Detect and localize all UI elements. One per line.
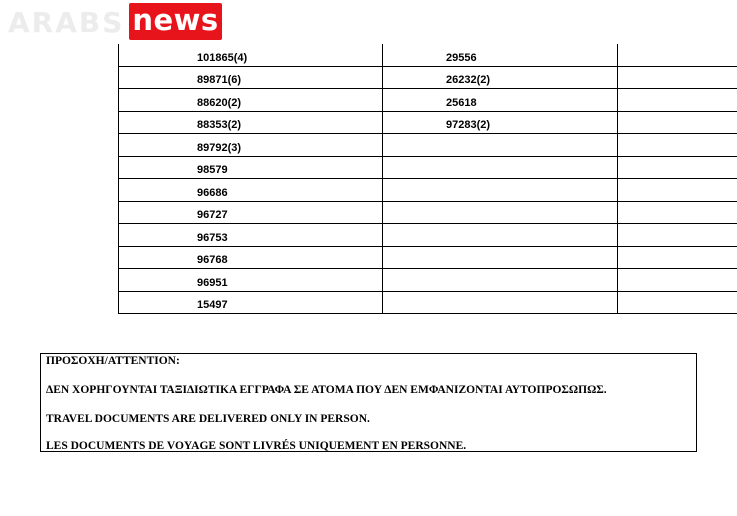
- table-body: [119, 44, 737, 314]
- table-cell-col1: [119, 246, 383, 269]
- ticket-number: 96951: [197, 276, 228, 289]
- notice-heading: ΠΡΟΣΟΧΗ/ATTENTION:: [46, 355, 180, 367]
- table-cell-col3: [618, 89, 737, 112]
- notice-english-text: TRAVEL DOCUMENTS ARE DELIVERED ONLY IN PERSON.: [46, 413, 370, 425]
- table-cell-col1: [119, 291, 383, 314]
- ticket-number: [618, 311, 737, 313]
- table-row: [119, 134, 737, 157]
- attention-notice-box: [40, 353, 697, 452]
- table-cell-col1: [119, 44, 383, 66]
- table-cell-col1: [119, 66, 383, 89]
- table-cell-col3: [618, 269, 737, 292]
- table-cell-col3: [618, 179, 737, 202]
- table-row: [119, 179, 737, 202]
- table-row: [119, 269, 737, 292]
- ticket-number: [446, 311, 617, 313]
- table-cell-col3: [618, 134, 737, 157]
- ticket-number: 98579: [197, 164, 228, 176]
- table-row: [119, 201, 737, 224]
- ticket-number: 88620(2): [197, 96, 242, 109]
- notice-french-text: LES DOCUMENTS DE VOYAGE SONT LIVRÉS UNIQUEMENT EN PERSONNE.: [46, 440, 467, 452]
- table-cell-col1: [119, 224, 383, 247]
- table-cell-col2: [383, 269, 618, 292]
- site-logo[interactable]: [0, 0, 230, 44]
- notice-greek-text: ΔΕΝ ΧΟΡΗΓΟΥΝΤΑΙ ΤΑΞΙΔΙΩΤΙΚΑ ΕΓΓΡΑΦΑ ΣΕ ΑΤΟΜΑ ΠΟΥ ΔΕΝ ΕΜΦΑΝΙΖΟΝΤΑΙ ΑΥΤΟΠΡΟΣΩΠΩΣ.: [46, 384, 607, 396]
- table-cell-col3: [618, 224, 737, 247]
- ticket-number: 101865(4): [197, 51, 248, 64]
- ticket-number: 15497: [197, 299, 228, 311]
- ticket-number: 97283(2): [446, 119, 491, 131]
- table-cell-col3: [618, 246, 737, 269]
- ticket-number: 96753: [197, 231, 228, 244]
- logo-watermark-text: ARABS: [8, 6, 125, 39]
- table-cell-col2: [383, 201, 618, 224]
- table-cell-col2: [383, 111, 618, 134]
- ticket-number: 29556: [446, 51, 477, 64]
- table-cell-col1: [119, 201, 383, 224]
- table-cell-col1: [119, 134, 383, 157]
- table-row: [119, 224, 737, 247]
- table-row: [119, 44, 737, 66]
- table-row: [119, 156, 737, 179]
- table-cell-col2: [383, 66, 618, 89]
- table-cell-col2: [383, 291, 618, 314]
- ticket-number: 26232(2): [446, 74, 491, 86]
- ticket-number-table: [118, 44, 737, 314]
- table-cell-col2: [383, 156, 618, 179]
- table-cell-col3: [618, 201, 737, 224]
- table-cell-col1: [119, 156, 383, 179]
- table-row: [119, 111, 737, 134]
- table-cell-col3: [618, 44, 737, 66]
- table-cell-col1: [119, 269, 383, 292]
- ticket-number: 89871(6): [197, 74, 242, 86]
- table-cell-col3: [618, 111, 737, 134]
- ticket-number: 96727: [197, 209, 228, 221]
- table-cell-col1: [119, 89, 383, 112]
- ticket-number: 25618: [446, 96, 477, 109]
- table-row: [119, 89, 737, 112]
- table-row: [119, 66, 737, 89]
- ticket-number: 89792(3): [197, 141, 242, 154]
- table-cell-col1: [119, 179, 383, 202]
- logo-badge: [129, 3, 222, 40]
- table-cell-col2: [383, 134, 618, 157]
- table-cell-col1: [119, 111, 383, 134]
- table-cell-col2: [383, 224, 618, 247]
- table-row: [119, 291, 737, 314]
- table-cell-col2: [383, 44, 618, 66]
- table-cell-col3: [618, 291, 737, 314]
- table-cell-col2: [383, 246, 618, 269]
- table-cell-col3: [618, 156, 737, 179]
- table-row: [119, 246, 737, 269]
- ticket-number: 96686: [197, 186, 228, 199]
- ticket-number: 88353(2): [197, 119, 242, 131]
- table-cell-col2: [383, 179, 618, 202]
- table-cell-col3: [618, 66, 737, 89]
- table-cell-col2: [383, 89, 618, 112]
- logo-badge-text: news: [132, 3, 219, 37]
- ticket-number: 96768: [197, 254, 228, 266]
